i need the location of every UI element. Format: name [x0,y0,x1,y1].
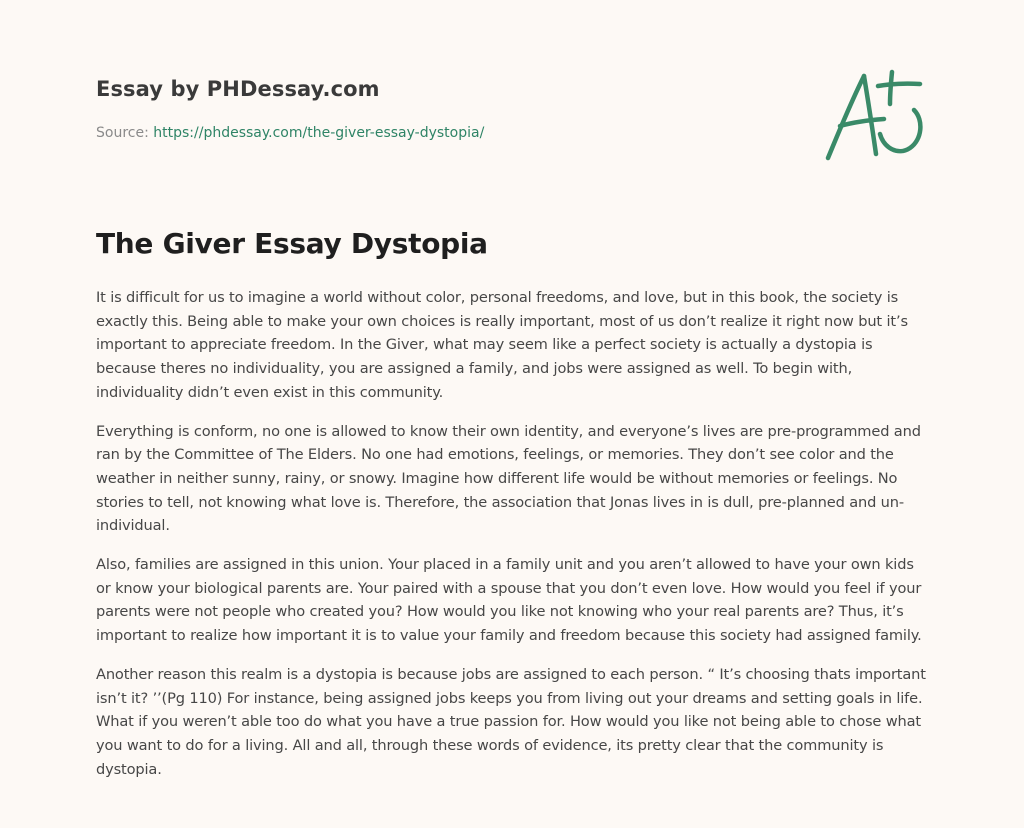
a-plus-logo-icon [818,64,930,168]
article-paragraph: Also, families are assigned in this union. Your placed in a family unit and you aren’t allowed to have your own kids or know your biological parents are. Your paired with a spouse that you don’t even love. How would you feel if your parents were not people who created you? How would you like not knowing who your real parents are? Thus, it’s important to realize how important it is to value your family and freedom because this society had assigned family. [96,556,922,645]
page-header [96,74,796,144]
source-link[interactable]: https://phdessay.com/the-giver-essay-dystopia/ [153,125,485,141]
source-label: Source: [96,125,154,141]
source-line [96,122,796,144]
article-title: The Giver Essay Dystopia [96,227,488,260]
article-paragraph: Everything is conform, no one is allowed to know their own identity, and everyone’s lives are pre-programmed and ran by the Committee of The Elders. No one had emotions, feelings, or memories. They don’t see color and the weather in neither sunny, rainy, or snowy. Imagine how different life would be without memories or feelings. No stories to tell, not knowing what love is. Therefore, the association that Jonas lives in is dull, pre-planned and un-individual. [96,422,921,535]
article-paragraph: It is difficult for us to imagine a world without color, personal freedoms, and love, but in this book, the society is exactly this. Being able to make your own choices is really important, most of us don’t realize it right now but it’s important to appreciate freedom. In the Giver, what may seem like a perfect society is actually a dystopia is because theres no individuality, you are assigned a family, and jobs were assigned as well. To begin with, individuality didn’t even exist in this community. [96,289,908,401]
article-paragraph: Another reason this realm is a dystopia is because jobs are assigned to each person. “ It’s choosing thats important isn’t it? ’’(Pg 110) For instance, being assigned jobs keeps you from living out your dreams and setting goals in life. What if you weren’t able too do what you have a true passion for. How would you like not being able to chose what you want to do for a living. All and all, through these words of evidence, its pretty clear that the community is dystopia. [96,665,926,778]
article [96,222,932,796]
site-title: Essay by PHDessay.com [96,77,380,101]
